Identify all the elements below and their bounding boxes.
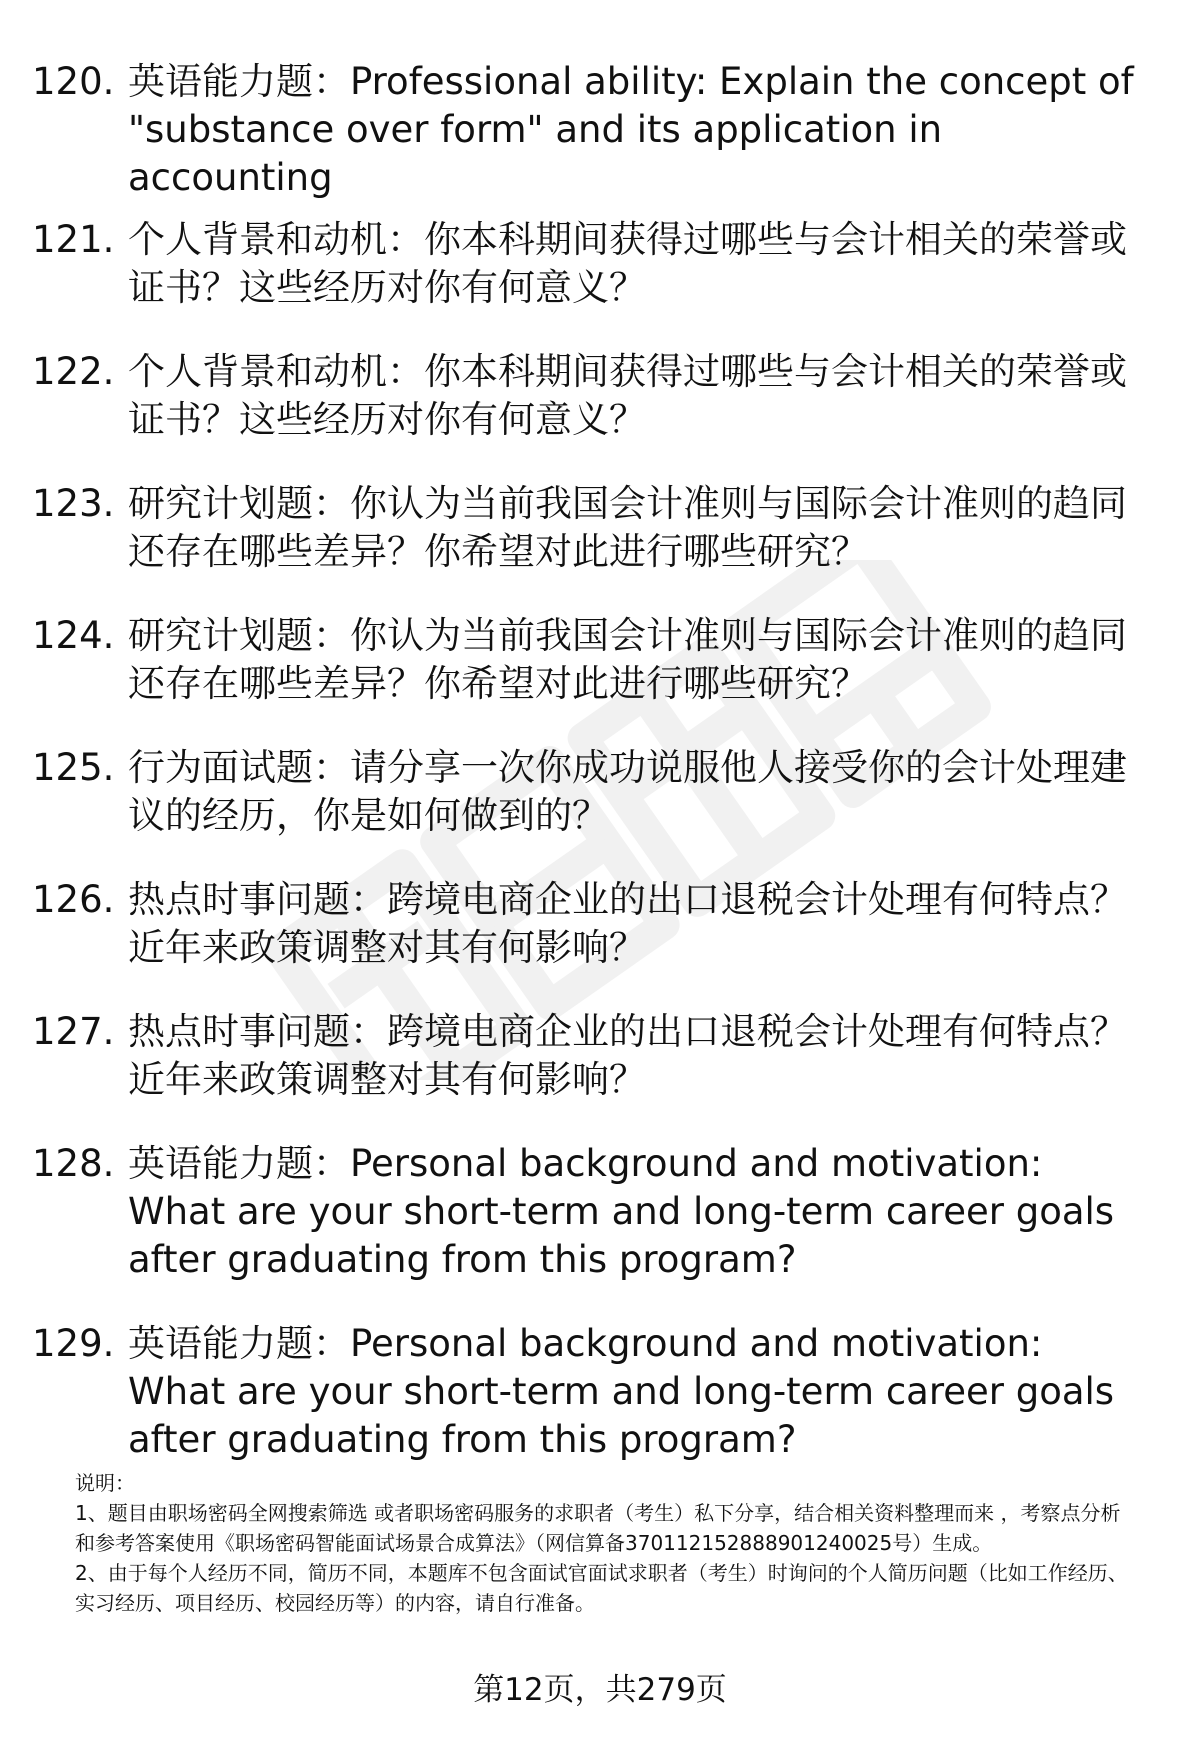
question-text: 行为面试题：请分享一次你成功说服他人接受你的会计处理建议的经历，你是如何做到的？ xyxy=(128,746,1127,837)
question-item xyxy=(32,744,1152,840)
question-number: 126. xyxy=(32,878,115,921)
question-item xyxy=(32,876,1152,972)
question-text: 英语能力题：Personal background and motivation: What are your short-term and long-term career goals after graduating from this program? xyxy=(128,1142,1115,1281)
question-item xyxy=(32,348,1152,444)
question-text: 热点时事问题：跨境电商企业的出口退税会计处理有何特点？近年来政策调整对其有何影响？ xyxy=(128,878,1127,969)
question-item xyxy=(32,1008,1152,1104)
question-text: 研究计划题：你认为当前我国会计准则与国际会计准则的趋同还存在哪些差异？你希望对此进行哪些研究？ xyxy=(128,614,1127,705)
note-item: 2、由于每个人经历不同，简历不同，本题库不包含面试官面试求职者（考生）时询问的个人简历问题（比如工作经历、实习经历、项目经历、校园经历等）的内容，请自行准备。 xyxy=(75,1561,1128,1615)
question-item xyxy=(32,612,1152,708)
question-item xyxy=(32,1140,1152,1284)
question-text: 英语能力题：Personal background and motivation: What are your short-term and long-term career goals after graduating from this program? xyxy=(128,1322,1115,1461)
question-number: 121. xyxy=(32,218,115,261)
note-item: 1、题目由职场密码全网搜索筛选 或者职场密码服务的求职者（考生）私下分享，结合相关资料整理而来 ，考察点分析和参考答案使用《职场密码智能面试场景合成算法》（网信算备370112152888901240025号）生成。 xyxy=(75,1501,1121,1555)
question-number: 122. xyxy=(32,350,115,393)
question-text: 研究计划题：你认为当前我国会计准则与国际会计准则的趋同还存在哪些差异？你希望对此进行哪些研究？ xyxy=(128,482,1127,573)
question-item xyxy=(32,1320,1152,1464)
page-number: 第12页，共279页 xyxy=(473,1672,727,1708)
question-number: 129. xyxy=(32,1322,115,1365)
question-number: 120. xyxy=(32,60,115,103)
notes-heading: 说明： xyxy=(75,1471,135,1495)
question-number: 123. xyxy=(32,482,115,525)
question-number: 125. xyxy=(32,746,115,789)
question-item xyxy=(32,216,1152,312)
question-number: 124. xyxy=(32,614,115,657)
question-text: 热点时事问题：跨境电商企业的出口退税会计处理有何特点？近年来政策调整对其有何影响？ xyxy=(128,1010,1127,1101)
notes-section xyxy=(75,1468,1135,1618)
question-number: 127. xyxy=(32,1010,115,1053)
question-item xyxy=(32,480,1152,576)
question-number: 128. xyxy=(32,1142,115,1185)
question-list xyxy=(32,58,1152,1464)
question-text: 个人背景和动机：你本科期间获得过哪些与会计相关的荣誉或证书？这些经历对你有何意义？ xyxy=(128,218,1127,309)
question-text: 个人背景和动机：你本科期间获得过哪些与会计相关的荣誉或证书？这些经历对你有何意义？ xyxy=(128,350,1127,441)
question-text: 英语能力题：Professional ability: Explain the concept of "substance over form" and its application in accounting xyxy=(128,60,1134,199)
question-item xyxy=(32,58,1152,202)
